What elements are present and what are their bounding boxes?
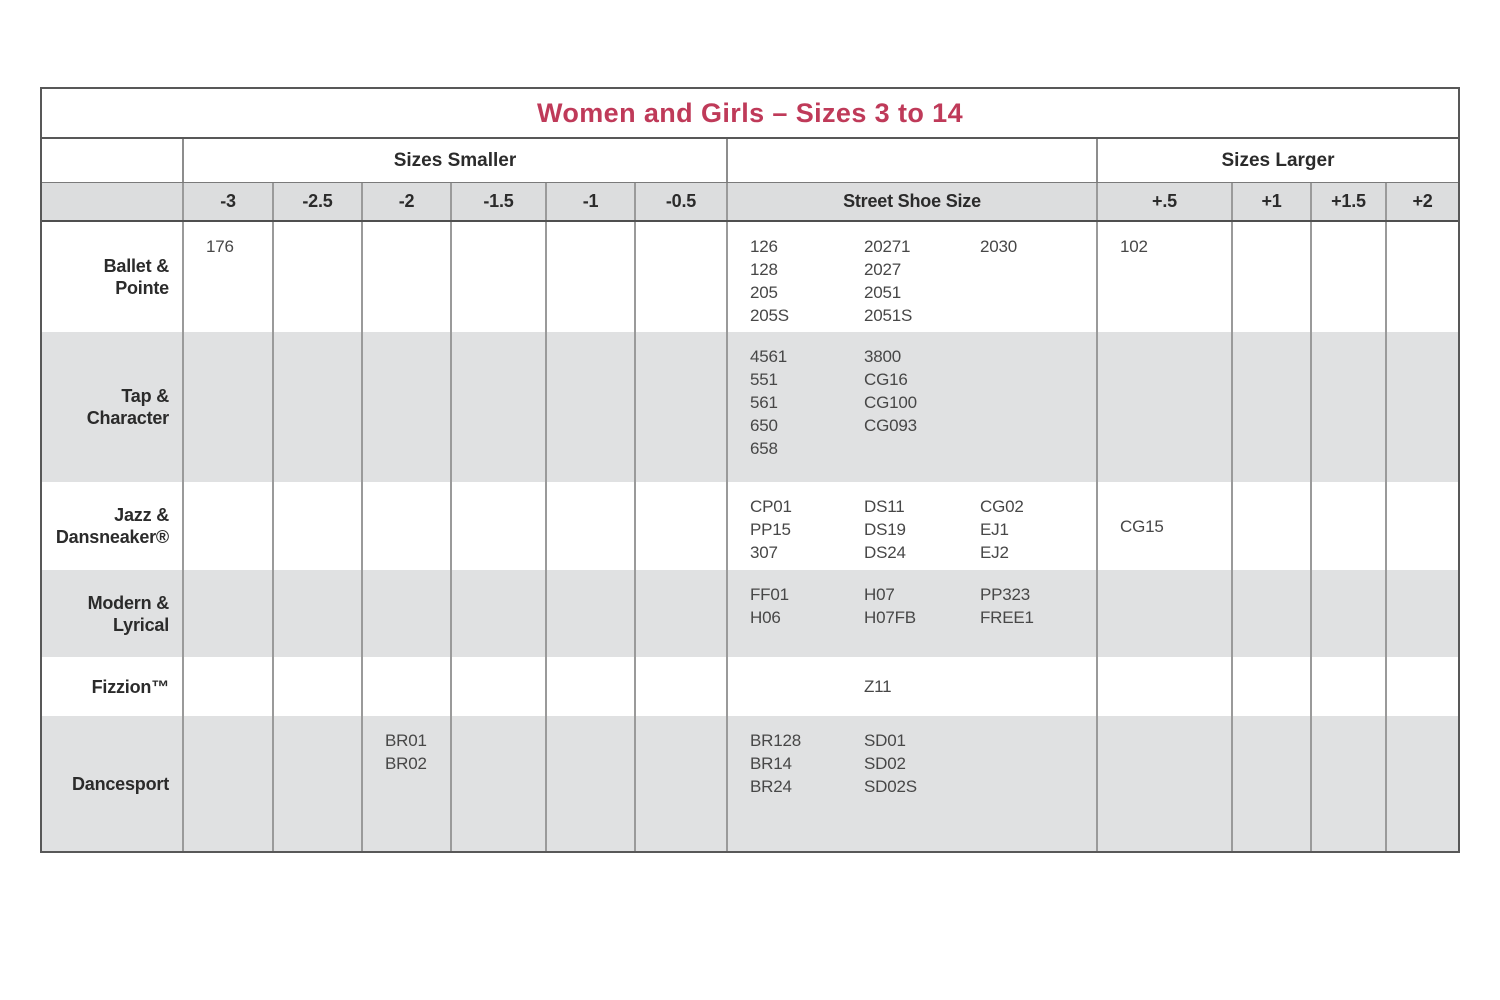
model-number: CG15 (1120, 516, 1164, 536)
cell-modern-lyrical-m15 (450, 570, 545, 657)
cell-jazz-dansneaker-m2 (361, 482, 450, 570)
model-number: Z11 (864, 677, 892, 696)
cell-tap-character-p05 (1096, 332, 1231, 482)
row-modern-lyrical (42, 570, 1458, 657)
cell-fizzion-m3 (182, 657, 272, 716)
model-number: BR01 (385, 731, 427, 750)
cell-dancesport-m15 (450, 716, 545, 851)
row-label-line: Lyrical (113, 614, 169, 635)
cell-ballet-pointe-p2 (1385, 222, 1458, 332)
column-header-p2: +2 (1385, 183, 1458, 220)
row-label-line: Dancesport (71, 773, 169, 794)
model-number: EJ2 (980, 543, 1009, 562)
cell-dancesport-p05 (1096, 716, 1231, 851)
model-number: SD02S (864, 777, 917, 796)
model-number: FREE1 (980, 608, 1034, 627)
cell-fizzion-m1 (545, 657, 634, 716)
model-number: 205 (750, 283, 778, 302)
street-subcolumn (980, 495, 1096, 570)
cell-modern-lyrical-m1 (545, 570, 634, 657)
cell-tap-character-p15 (1310, 332, 1385, 482)
column-header-m3: -3 (182, 183, 272, 220)
cell-ballet-pointe-m05 (634, 222, 726, 332)
street-subcolumn (864, 495, 980, 570)
model-number: CG16 (864, 370, 908, 389)
row-label-line: Dansneaker® (55, 527, 169, 547)
table-body (42, 222, 1458, 851)
row-label-line: Tap & (121, 386, 169, 406)
cell-tap-character-street (726, 332, 1096, 482)
row-fizzion (42, 657, 1458, 716)
cell-ballet-pointe-m3 (182, 222, 272, 332)
column-header-m2: -2 (361, 183, 450, 220)
cell-dancesport-m3 (182, 716, 272, 851)
row-label-line: Character (86, 408, 169, 428)
model-number: 307 (750, 543, 778, 562)
group-header-sizes-smaller: Sizes Smaller (182, 139, 726, 182)
model-number: H07FB (864, 608, 916, 627)
row-label-dancesport (42, 716, 182, 851)
cell-dancesport-m2 (361, 716, 450, 851)
size-chart-table (40, 87, 1460, 853)
column-header-row (42, 183, 1458, 222)
row-label-line: Fizzion™ (91, 676, 169, 697)
cell-dancesport-p1 (1231, 716, 1310, 851)
model-number: 2030 (980, 237, 1018, 256)
model-number: BR128 (750, 731, 801, 750)
cell-jazz-dansneaker-p15 (1310, 482, 1385, 570)
street-subcolumn (864, 345, 980, 482)
cell-ballet-pointe-p05 (1096, 222, 1231, 332)
model-number: 4561 (750, 347, 788, 366)
group-header-sizes-larger: Sizes Larger (1096, 139, 1458, 182)
row-label-ballet-pointe (42, 222, 182, 332)
cell-ballet-pointe-m25 (272, 222, 361, 332)
cell-fizzion-m2 (361, 657, 450, 716)
cell-fizzion-m05 (634, 657, 726, 716)
street-subcolumn (864, 675, 980, 698)
column-header-m25: -2.5 (272, 183, 361, 220)
cell-jazz-dansneaker-street (726, 482, 1096, 570)
cell-tap-character-p2 (1385, 332, 1458, 482)
cell-modern-lyrical-m2 (361, 570, 450, 657)
street-subcolumn (980, 345, 1096, 482)
cell-fizzion-p2 (1385, 657, 1458, 716)
cell-fizzion-p05 (1096, 657, 1231, 716)
cell-tap-character-p1 (1231, 332, 1310, 482)
cell-jazz-dansneaker-m15 (450, 482, 545, 570)
cell-modern-lyrical-p2 (1385, 570, 1458, 657)
cell-fizzion-p1 (1231, 657, 1310, 716)
cell-dancesport-m1 (545, 716, 634, 851)
cell-fizzion-street (726, 657, 1096, 716)
cell-tap-character-m3 (182, 332, 272, 482)
cell-fizzion-p15 (1310, 657, 1385, 716)
row-label-jazz-dansneaker (42, 482, 182, 570)
street-subcolumn (750, 583, 864, 657)
cell-tap-character-m25 (272, 332, 361, 482)
cell-jazz-dansneaker-m25 (272, 482, 361, 570)
model-number: PP15 (750, 520, 791, 539)
model-number: DS19 (864, 520, 906, 539)
model-number: PP323 (980, 585, 1031, 604)
cell-modern-lyrical-p05 (1096, 570, 1231, 657)
street-subcolumn (980, 235, 1096, 332)
model-number: FF01 (750, 585, 789, 604)
model-number: 650 (750, 416, 778, 435)
street-subcolumn (980, 729, 1096, 851)
cell-modern-lyrical-m3 (182, 570, 272, 657)
table-title-row (42, 89, 1458, 139)
model-number: 176 (206, 237, 234, 256)
column-header-street: Street Shoe Size (726, 183, 1096, 220)
street-subcolumn (864, 729, 980, 851)
street-subcolumn (750, 495, 864, 570)
row-label-line: Modern & (87, 592, 169, 613)
column-header-m15: -1.5 (450, 183, 545, 220)
model-number: CG100 (864, 393, 917, 412)
cell-jazz-dansneaker-p1 (1231, 482, 1310, 570)
column-header-p1: +1 (1231, 183, 1310, 220)
model-number: DS11 (864, 497, 905, 516)
cell-tap-character-m15 (450, 332, 545, 482)
model-number: 658 (750, 439, 778, 458)
column-header-m1: -1 (545, 183, 634, 220)
cell-dancesport-m05 (634, 716, 726, 851)
cell-ballet-pointe-p1 (1231, 222, 1310, 332)
street-subcolumn (864, 583, 980, 657)
cell-jazz-dansneaker-m3 (182, 482, 272, 570)
cell-jazz-dansneaker-m1 (545, 482, 634, 570)
model-number: BR02 (385, 754, 427, 773)
model-number: 102 (1120, 237, 1148, 256)
group-header-row (42, 139, 1458, 183)
street-subcolumn (864, 235, 980, 332)
row-tap-character (42, 332, 1458, 482)
cell-jazz-dansneaker-p05 (1096, 482, 1231, 570)
model-number: SD01 (864, 731, 906, 750)
model-number: CG02 (980, 497, 1024, 516)
row-label-line: Ballet & (103, 256, 169, 276)
model-number: CP01 (750, 497, 792, 516)
cell-tap-character-m2 (361, 332, 450, 482)
cell-ballet-pointe-street (726, 222, 1096, 332)
cell-jazz-dansneaker-m05 (634, 482, 726, 570)
model-number: 126 (750, 237, 778, 256)
row-ballet-pointe (42, 222, 1458, 332)
cell-modern-lyrical-m25 (272, 570, 361, 657)
model-number: 3800 (864, 347, 902, 366)
row-label-tap-character (42, 332, 182, 482)
column-header-p05: +.5 (1096, 183, 1231, 220)
cell-jazz-dansneaker-p2 (1385, 482, 1458, 570)
cell-dancesport-street (726, 716, 1096, 851)
row-label-line: Pointe (115, 278, 169, 298)
model-number: 20271 (864, 237, 911, 256)
model-number: 128 (750, 260, 778, 279)
model-number: BR24 (750, 777, 792, 796)
column-header-p15: +1.5 (1310, 183, 1385, 220)
model-number: H07 (864, 585, 895, 604)
model-number: BR14 (750, 754, 792, 773)
cell-tap-character-m1 (545, 332, 634, 482)
group-header-blank-street (726, 139, 1096, 182)
cell-fizzion-m25 (272, 657, 361, 716)
cell-modern-lyrical-street (726, 570, 1096, 657)
model-number: 205S (750, 306, 789, 325)
row-label-line: Jazz & (114, 505, 169, 525)
cell-tap-character-m05 (634, 332, 726, 482)
row-dancesport (42, 716, 1458, 851)
column-header-blank (42, 183, 182, 220)
model-number: H06 (750, 608, 781, 627)
model-number: EJ1 (980, 520, 1009, 539)
cell-modern-lyrical-p15 (1310, 570, 1385, 657)
cell-ballet-pointe-p15 (1310, 222, 1385, 332)
cell-modern-lyrical-p1 (1231, 570, 1310, 657)
model-number: 2051S (864, 306, 913, 325)
group-header-blank-left (42, 139, 182, 182)
model-number: 551 (750, 370, 778, 389)
model-number: SD02 (864, 754, 906, 773)
cell-dancesport-p15 (1310, 716, 1385, 851)
cell-ballet-pointe-m2 (361, 222, 450, 332)
street-subcolumn (750, 235, 864, 332)
cell-fizzion-m15 (450, 657, 545, 716)
row-label-fizzion (42, 657, 182, 716)
table-title: Women and Girls – Sizes 3 to 14 (536, 97, 964, 128)
column-header-m05: -0.5 (634, 183, 726, 220)
model-number: DS24 (864, 543, 906, 562)
street-subcolumn (750, 729, 864, 851)
street-subcolumn (980, 583, 1096, 657)
row-label-modern-lyrical (42, 570, 182, 657)
cell-dancesport-p2 (1385, 716, 1458, 851)
street-subcolumn (750, 345, 864, 482)
row-jazz-dansneaker (42, 482, 1458, 570)
cell-ballet-pointe-m15 (450, 222, 545, 332)
cell-ballet-pointe-m1 (545, 222, 634, 332)
model-number: 561 (750, 393, 778, 412)
model-number: 2027 (864, 260, 902, 279)
cell-modern-lyrical-m05 (634, 570, 726, 657)
model-number: 2051 (864, 283, 902, 302)
model-number: CG093 (864, 416, 917, 435)
cell-dancesport-m25 (272, 716, 361, 851)
